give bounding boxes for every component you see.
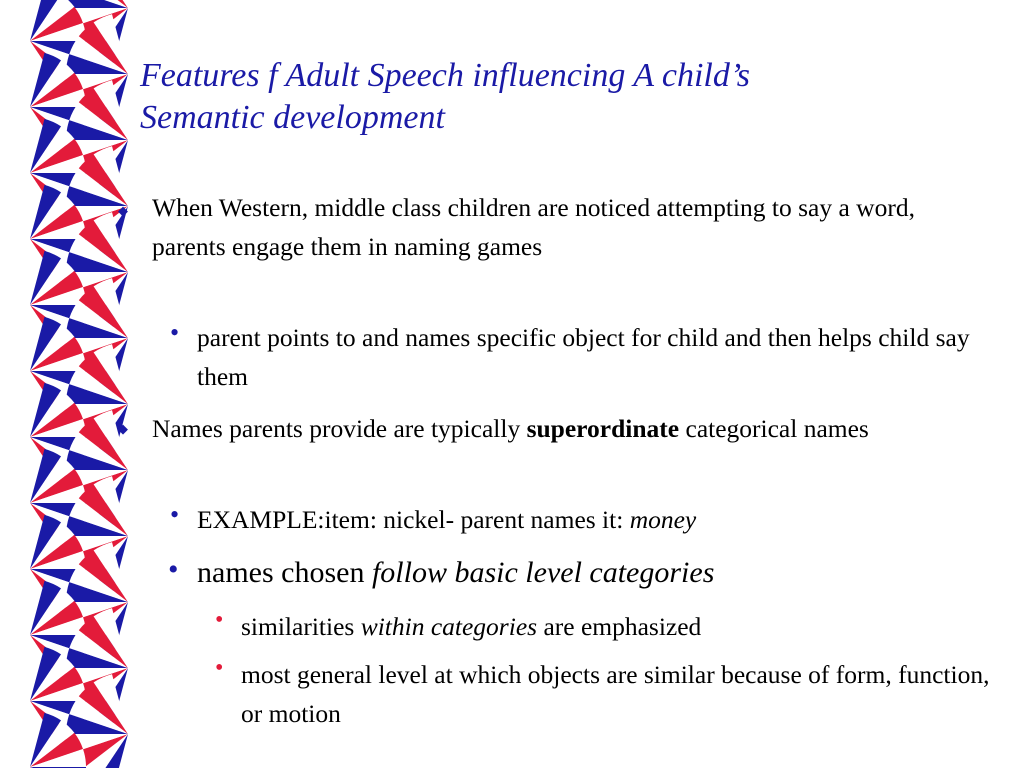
sub-bullet-basic-level (197, 553, 987, 593)
bold-term: superordinate (526, 414, 680, 443)
sub-bullet-parent-points: parent points to and names specific object for child and then helps child say them (197, 323, 970, 391)
text-run: are emphasized (537, 612, 702, 641)
round-bullet-icon: • (170, 318, 180, 347)
round-bullet-icon: • (168, 553, 179, 586)
sub-sub-bullet-general-level: most general level at which objects are similar because of form, function, or motion (241, 660, 990, 728)
bullet-superordinate-names (152, 409, 982, 448)
title-line-1: Features f Adult Speech influencing A child’s (140, 57, 751, 94)
italic-term: money (629, 505, 697, 534)
title-line-2: Semantic development (140, 99, 445, 136)
text-run: EXAMPLE:item: nickel- parent names it: (197, 505, 630, 534)
text-run: categorical names (679, 414, 869, 443)
bullet-naming-games: When Western, middle class children are noticed attempting to say a word, parents engage them in naming games (152, 193, 915, 261)
diamond-bullet-icon: ◆ (118, 421, 128, 436)
diamond-bullet-icon: ◆ (118, 203, 128, 218)
text-run: Names parents provide are typically (152, 414, 527, 443)
sub-bullet-example (197, 500, 987, 539)
italic-term: follow basic level categories (371, 556, 715, 589)
italic-term: within categories (360, 612, 538, 641)
round-bullet-icon: • (215, 655, 224, 681)
text-run: names chosen (197, 556, 372, 589)
round-bullet-icon: • (170, 500, 180, 529)
text-run: similarities (241, 612, 361, 641)
round-bullet-icon: • (215, 607, 224, 633)
sub-sub-bullet-similarities (241, 607, 1001, 646)
